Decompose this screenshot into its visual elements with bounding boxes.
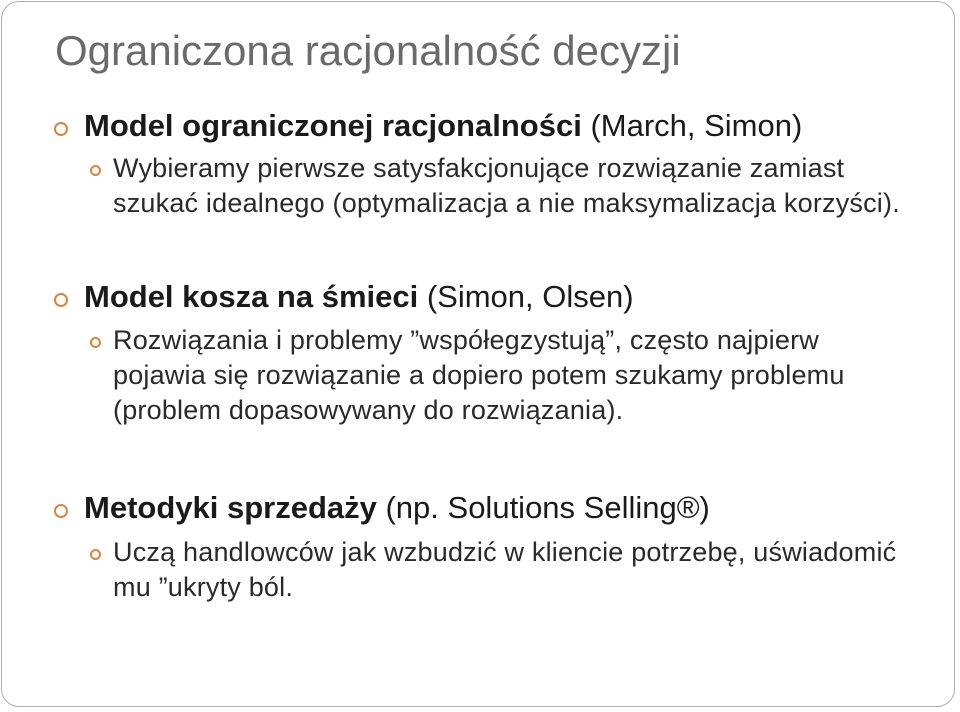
bullet-heading-bold: Model kosza na śmieci <box>84 279 419 314</box>
sub-bullet-icon <box>90 165 101 176</box>
sub-bullet-text: Rozwiązania i problemy ”współegzystują”, często najpierw pojawia się rozwiązanie a dopiero potem szukamy problemu (problem dopasowywany do rozwiązania). <box>113 325 845 425</box>
bullet-heading-bold: Model ograniczonej racjonalności <box>84 108 582 143</box>
sub-bullet-text: Uczą handlowców jak wzbudzić w kliencie potrzebę, uświadomić mu ”ukryty ból. <box>113 537 897 602</box>
bullet-heading <box>84 279 634 315</box>
bullet-icon <box>54 293 68 307</box>
sub-bullet-text: Wybieramy pierwsze satysfakcjonujące rozwiązanie zamiast szukać idealnego (optymalizacja a nie maksymalizacja korzyści). <box>113 153 900 218</box>
bullet-heading-rest: (March, Simon) <box>581 108 803 143</box>
slide-title: Ograniczona racjonalność decyzji <box>55 27 681 74</box>
bullet-icon <box>54 122 68 136</box>
bullet-heading-bold: Metodyki sprzedaży <box>84 490 377 525</box>
bullet-heading <box>84 490 710 526</box>
bullet-heading-rest: (np. Solutions Selling®) <box>376 490 710 525</box>
slide <box>1 1 955 707</box>
sub-bullet-icon <box>90 337 101 348</box>
sub-bullet-icon <box>90 549 101 560</box>
bullet-heading <box>84 108 802 144</box>
bullet-icon <box>54 504 68 518</box>
bullet-heading-rest: (Simon, Olsen) <box>418 279 634 314</box>
